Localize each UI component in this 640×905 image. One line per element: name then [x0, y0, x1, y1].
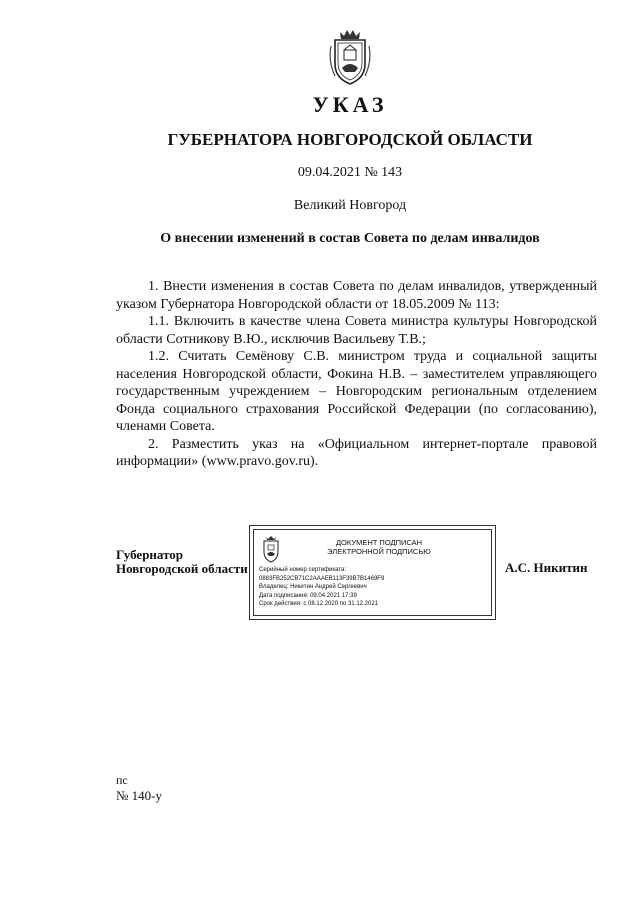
- signer-name: А.С. Никитин: [505, 560, 588, 575]
- issuer-title: ГУБЕРНАТОРА НОВГОРОДСКОЙ ОБЛАСТИ: [167, 130, 533, 149]
- coat-of-arms-icon: [325, 26, 375, 86]
- stamp-serial-label: Серийный номер сертификата:: [259, 567, 347, 573]
- footer-number: № 140-у: [116, 788, 162, 803]
- document-subject: О внесении изменений в состав Совета по делам инвалидов: [160, 231, 540, 246]
- stamp-coat-of-arms-icon: [260, 535, 282, 563]
- stamp-validity: Срок действия: с 08.12.2020 по 31.12.2021: [259, 601, 379, 607]
- stamp-heading-line: ЭЛЕКТРОННОЙ ПОДПИСЬЮ: [327, 547, 431, 556]
- electronic-signature-stamp: [249, 525, 496, 620]
- date-number: 09.04.2021 № 143: [297, 165, 403, 180]
- city: Великий Новгород: [293, 198, 407, 213]
- signer-position-line: Губернатор: [116, 547, 184, 562]
- stamp-serial-value: 0883FB252CB71C2AAAEB113F39B7B1469F9: [259, 575, 385, 582]
- document-type: УКАЗ: [312, 92, 388, 117]
- paragraph: 2. Разместить указ на «Официальном интернет-портале правовой информации» (www.pravo.gov.ru).: [116, 436, 597, 469]
- paragraph: 1.1. Включить в качестве члена Совета министра культуры Новгородской области Сотникову В.Ю., исключив Васильеву Т.В.;: [116, 314, 597, 347]
- signer-position-line: Новгородской области: [116, 561, 248, 576]
- stamp-owner: Владелец: Никитин Андрей Сергеевич: [259, 584, 367, 590]
- stamp-frame: [253, 529, 492, 616]
- stamp-heading-line: ДОКУМЕНТ ПОДПИСАН: [335, 538, 423, 547]
- stamp-heading: [294, 538, 464, 556]
- paragraph: 1. Внести изменения в состав Совета по делам инвалидов, утвержденный указом Губернатора Новгородской области от 18.05.2009 № 113:: [116, 279, 597, 312]
- document-body: [116, 278, 597, 471]
- stamp-signed-date: Дата подписания: 09.04.2021 17:39: [259, 592, 357, 599]
- stamp-details: [259, 566, 384, 609]
- footer-initials: пс: [116, 773, 128, 787]
- signer-position: [116, 548, 248, 576]
- footer-note: [116, 772, 162, 804]
- paragraph: 1.2. Считать Семёнову С.В. министром труда и социальной защиты населения Новгородской области, Фокина Н.В. – заместителем управляющего государственным учреждением – Новгородским региональным отделением Фонда социального страхования Российской Федерации (по согласованию), членами Совета.: [116, 349, 597, 434]
